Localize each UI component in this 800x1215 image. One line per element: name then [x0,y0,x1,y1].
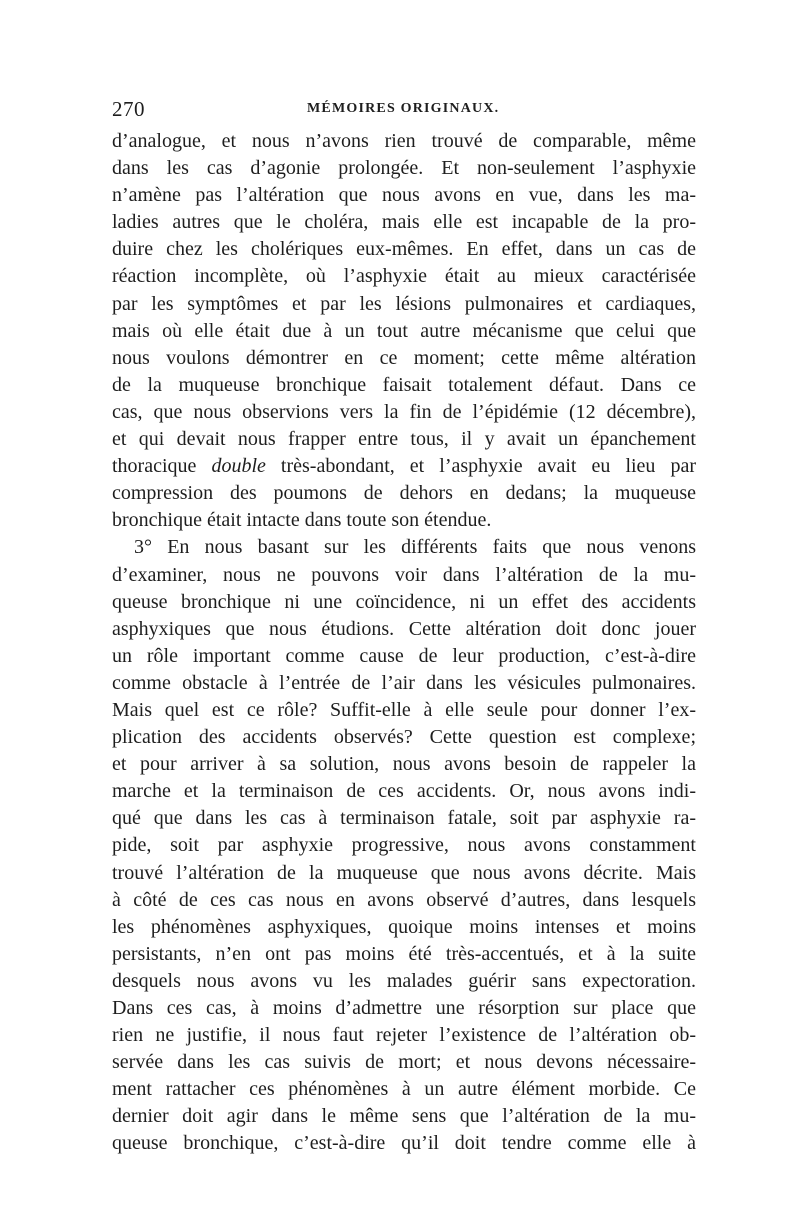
text-line: cas, que nous observions vers la fin de l’épidémie (12 décembre), [112,400,696,423]
text-line [112,453,696,480]
text-line: nous voulons démontrer en ce moment; cette même altération [112,346,696,369]
text-line: dernier doit agir dans le même sens que l’altération de la mu- [112,1105,696,1128]
text-line: ladies autres que le choléra, mais elle est incapable de la pro- [112,211,696,234]
text-line: d’examiner, nous ne pouvons voir dans l’altération de la mu- [112,563,696,586]
text-line: et pour arriver à sa solution, nous avons besoin de rappeler la [112,753,696,776]
page-number: 270 [112,97,145,121]
body-text [112,128,696,1158]
text-line: à côté de ces cas nous en avons observé d’autres, dans lesquels [112,888,696,911]
text-line: persistants, n’en ont pas moins été très-accentués, et à la suite [112,942,696,965]
text-line: servée dans les cas suivis de mort; et nous devons nécessaire- [112,1051,696,1074]
text-line: n’amène pas l’altération que nous avons en vue, dans les ma- [112,184,696,207]
text-line: comme obstacle à l’entrée de l’air dans les vésicules pulmonaires. [112,671,696,694]
running-title: MÉMOIRES ORIGINAUX. [307,101,500,116]
text-line: marche et la terminaison de ces accidents. Or, nous avons indi- [112,780,696,803]
text-line: les phénomènes asphyxiques, quoique moins intenses et moins [112,915,696,938]
text-line: asphyxiques que nous étudions. Cette altération doit donc jouer [112,617,696,640]
text-line: dans les cas d’agonie prolongée. Et non-seulement l’asphyxie [112,157,696,180]
text-line: bronchique était intacte dans toute son étendue. [112,509,492,532]
text-line: mais où elle était due à un tout autre mécanisme que celui que [112,319,696,342]
text-line: un rôle important comme cause de leur production, c’est-à-dire [112,644,696,667]
text-line: Dans ces cas, à moins d’admettre une résorption sur place que [112,997,696,1019]
italic-word: double [211,455,266,478]
text-line: rien ne justifie, il nous faut rejeter l’existence de l’altération ob- [112,1024,696,1047]
text-segment: thoracique [112,455,212,478]
text-line: Mais quel est ce rôle? Suffit-elle à elle seule pour donner l’ex- [112,698,696,721]
text-line: compression des poumons de dehors en dedans; la muqueuse [112,482,696,505]
text-line: desquels nous avons vu les malades guérir sans expectoration. [112,969,696,992]
text-line: d’analogue, et nous n’avons rien trouvé de comparable, même [112,130,696,152]
text-line: pide, soit par asphyxie progressive, nous avons constamment [112,834,696,857]
text-segment: très-abondant, et l’asphyxie avait eu lieu par [265,455,696,478]
text-line: 3° En nous basant sur les différents faits que nous venons [134,536,696,559]
text-line: de la muqueuse bronchique faisait totalement défaut. Dans ce [112,373,696,396]
text-line: réaction incomplète, où l’asphyxie était au mieux caractérisée [112,265,696,288]
text-line: ment rattacher ces phénomènes à un autre élément morbide. Ce [112,1078,696,1101]
text-line: trouvé l’altération de la muqueuse que nous avons décrite. Mais [112,861,696,884]
text-line: queuse bronchique, c’est-à-dire qu’il doit tendre comme elle à [112,1132,696,1155]
text-line: duire chez les cholériques eux-mêmes. En effet, dans un cas de [112,238,696,261]
text-line: et qui devait nous frapper entre tous, il y avait un épanchement [112,428,696,451]
text-line: queuse bronchique ni une coïncidence, ni un effet des accidents [112,590,696,613]
page-header [112,97,695,123]
text-line: qué que dans les cas à terminaison fatale, soit par asphyxie ra- [112,807,696,830]
text-line: par les symptômes et par les lésions pulmonaires et cardiaques, [112,292,696,315]
text-line: plication des accidents observés? Cette question est complexe; [112,726,696,749]
